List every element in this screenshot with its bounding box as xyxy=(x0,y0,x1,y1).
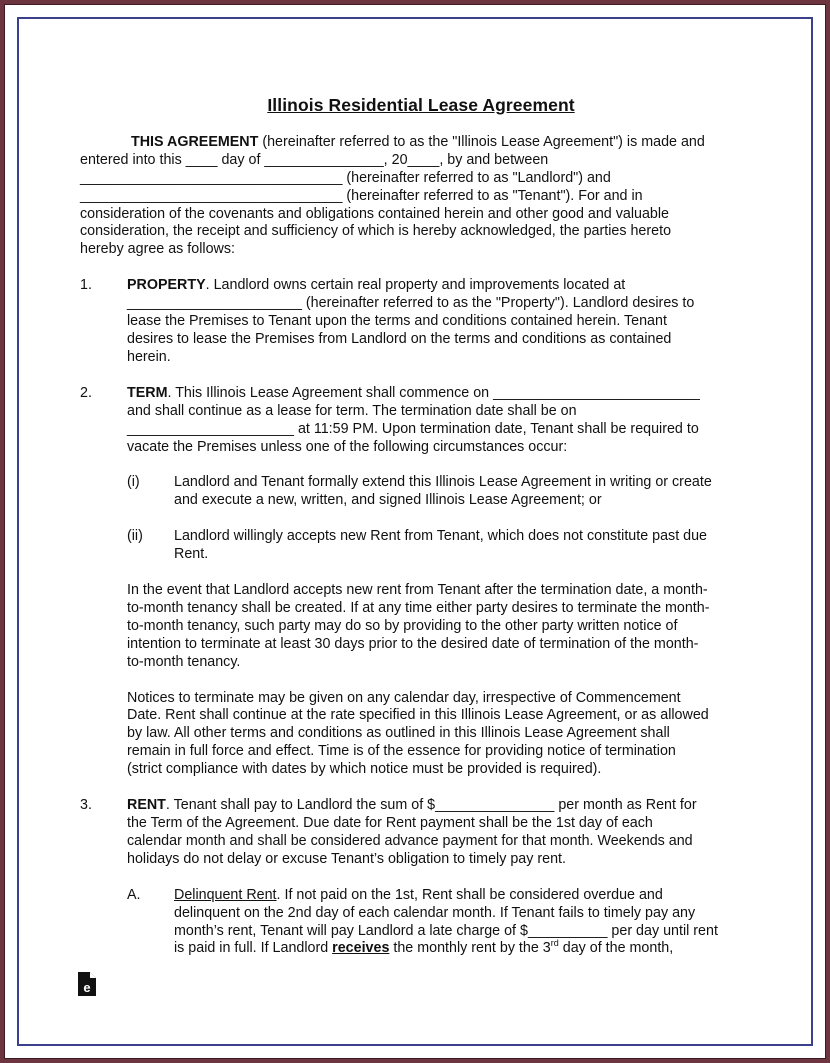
subitem-line: month’s rent, Tenant will pay Landlord a late charge of $__________ per day until rent xyxy=(174,922,718,939)
subitem-i xyxy=(127,474,762,510)
subitem-delinquent-rent xyxy=(127,887,762,959)
section-line: and shall continue as a lease for term. The termination date shall be on xyxy=(127,402,577,419)
paragraph-line: by law. All other terms and conditions as outlined in this Illinois Lease Agreement shall xyxy=(127,725,670,742)
paragraph-line: Date. Rent shall continue at the rate specified in this Illinois Lease Agreement, or as allowed xyxy=(127,707,709,724)
subitem-line: . If not paid on the 1st, Rent shall be considered overdue and xyxy=(276,886,663,903)
subitem-line: Landlord and Tenant formally extend this Illinois Lease Agreement in writing or create xyxy=(174,474,712,491)
subitem-line: delinquent on the 2nd day of each calendar month. If Tenant fails to timely pay any xyxy=(174,904,696,921)
paragraph-line: intention to terminate at least 30 days prior to the desired date of termination of the month- xyxy=(127,635,699,652)
paragraph-line: In the event that Landlord accepts new rent from Tenant after the termination date, a month- xyxy=(127,582,708,599)
section-number: 3. xyxy=(80,797,92,814)
section-line: desires to lease the Premises from Landlord on the terms and conditions as contained xyxy=(127,330,672,347)
paragraph-line: remain in full force and effect. Time is of the essence for providing notice of termination xyxy=(127,743,676,760)
section-line: vacate the Premises unless one of the following circumstances occur: xyxy=(127,438,568,455)
intro-line: entered into this ____ day of _______________, 20____, by and between xyxy=(80,151,549,168)
section-line: the Term of the Agreement. Due date for Rent payment shall be the 1st day of each xyxy=(127,815,653,831)
intro-line: _________________________________ (hereinafter referred to as "Landlord") and xyxy=(80,169,611,186)
intro-paragraph xyxy=(80,134,762,259)
notices-paragraph xyxy=(127,690,762,780)
paragraph-line: to-month tenancy. xyxy=(127,653,241,670)
subitem-line: Rent. xyxy=(174,546,209,563)
intro-lead: THIS AGREEMENT xyxy=(131,133,259,150)
ordinal-suffix: rd xyxy=(550,938,559,949)
intro-line: (hereinafter referred to as the "Illinois Lease Agreement") is made and xyxy=(258,133,705,150)
subitem-line: is paid in full. If Landlord xyxy=(174,940,333,957)
section-line: lease the Premises to Tenant upon the terms and conditions contained herein. Tenant xyxy=(127,313,667,330)
section-line: herein. xyxy=(127,348,171,365)
section-line: . Landlord owns certain real property and improvements located at xyxy=(205,277,626,294)
subitem-line: Landlord willingly accepts new Rent from Tenant, which does not constitute past due xyxy=(174,528,707,545)
section-term xyxy=(80,385,762,779)
document-title: Illinois Residential Lease Agreement xyxy=(267,95,575,115)
section-line: calendar month and shall be considered advance payment for that month. Weekends and xyxy=(127,832,693,849)
section-line: . This Illinois Lease Agreement shall commence on __________________________ xyxy=(167,384,700,401)
page-frame xyxy=(4,4,826,1059)
section-number: 2. xyxy=(80,384,92,401)
section-line: _____________________ at 11:59 PM. Upon termination date, Tenant shall be required to xyxy=(127,420,699,437)
paragraph-line: Notices to terminate may be given on any calendar day, irrespective of Commencement xyxy=(127,689,681,706)
subitem-line: day of the month, xyxy=(558,940,674,957)
subitem-number: (ii) xyxy=(127,528,143,545)
paragraph-line: to-month tenancy, such party may do so by providing to the other party written notice of xyxy=(127,617,678,634)
subitem-line: the monthly rent by the 3 xyxy=(389,940,551,957)
section-line: holidays do not delay or excuse Tenant’s obligation to timely pay rent. xyxy=(127,850,566,867)
intro-line: hereby agree as follows: xyxy=(80,241,235,258)
section-heading: PROPERTY xyxy=(127,277,206,294)
svg-text:e: e xyxy=(83,980,91,995)
section-line: ______________________ (hereinafter referred to as the "Property"). Landlord desires to xyxy=(127,295,695,312)
eforms-logo-icon xyxy=(78,972,96,996)
subitem-number: (i) xyxy=(127,474,140,491)
section-property xyxy=(80,277,762,367)
paragraph-line: to-month tenancy shall be created. If at any time either party desires to terminate the month- xyxy=(127,599,710,616)
intro-line: consideration, the receipt and sufficiency of which is hereby acknowledged, the parties hereto xyxy=(80,223,672,240)
subitem-ii xyxy=(127,528,762,564)
month-to-month-paragraph xyxy=(127,582,762,672)
section-line: . Tenant shall pay to Landlord the sum of $_______________ per month as Rent for xyxy=(165,797,697,814)
intro-line: _________________________________ (hereinafter referred to as "Tenant"). For and in xyxy=(80,187,643,204)
intro-line: consideration of the covenants and obligations contained herein and other good and valuable xyxy=(80,205,669,222)
section-number: 1. xyxy=(80,277,92,294)
subitem-heading: Delinquent Rent xyxy=(174,886,277,903)
section-heading: TERM xyxy=(127,384,168,401)
document-page xyxy=(80,97,762,958)
section-heading: RENT xyxy=(127,797,166,814)
subitem-number: A. xyxy=(127,886,141,903)
paragraph-line: (strict compliance with dates by which notice must be provided is required). xyxy=(127,761,602,778)
receives-emphasis: receives xyxy=(332,940,390,957)
section-rent xyxy=(80,797,762,958)
subitem-line: and execute a new, written, and signed Illinois Lease Agreement; or xyxy=(174,492,602,509)
